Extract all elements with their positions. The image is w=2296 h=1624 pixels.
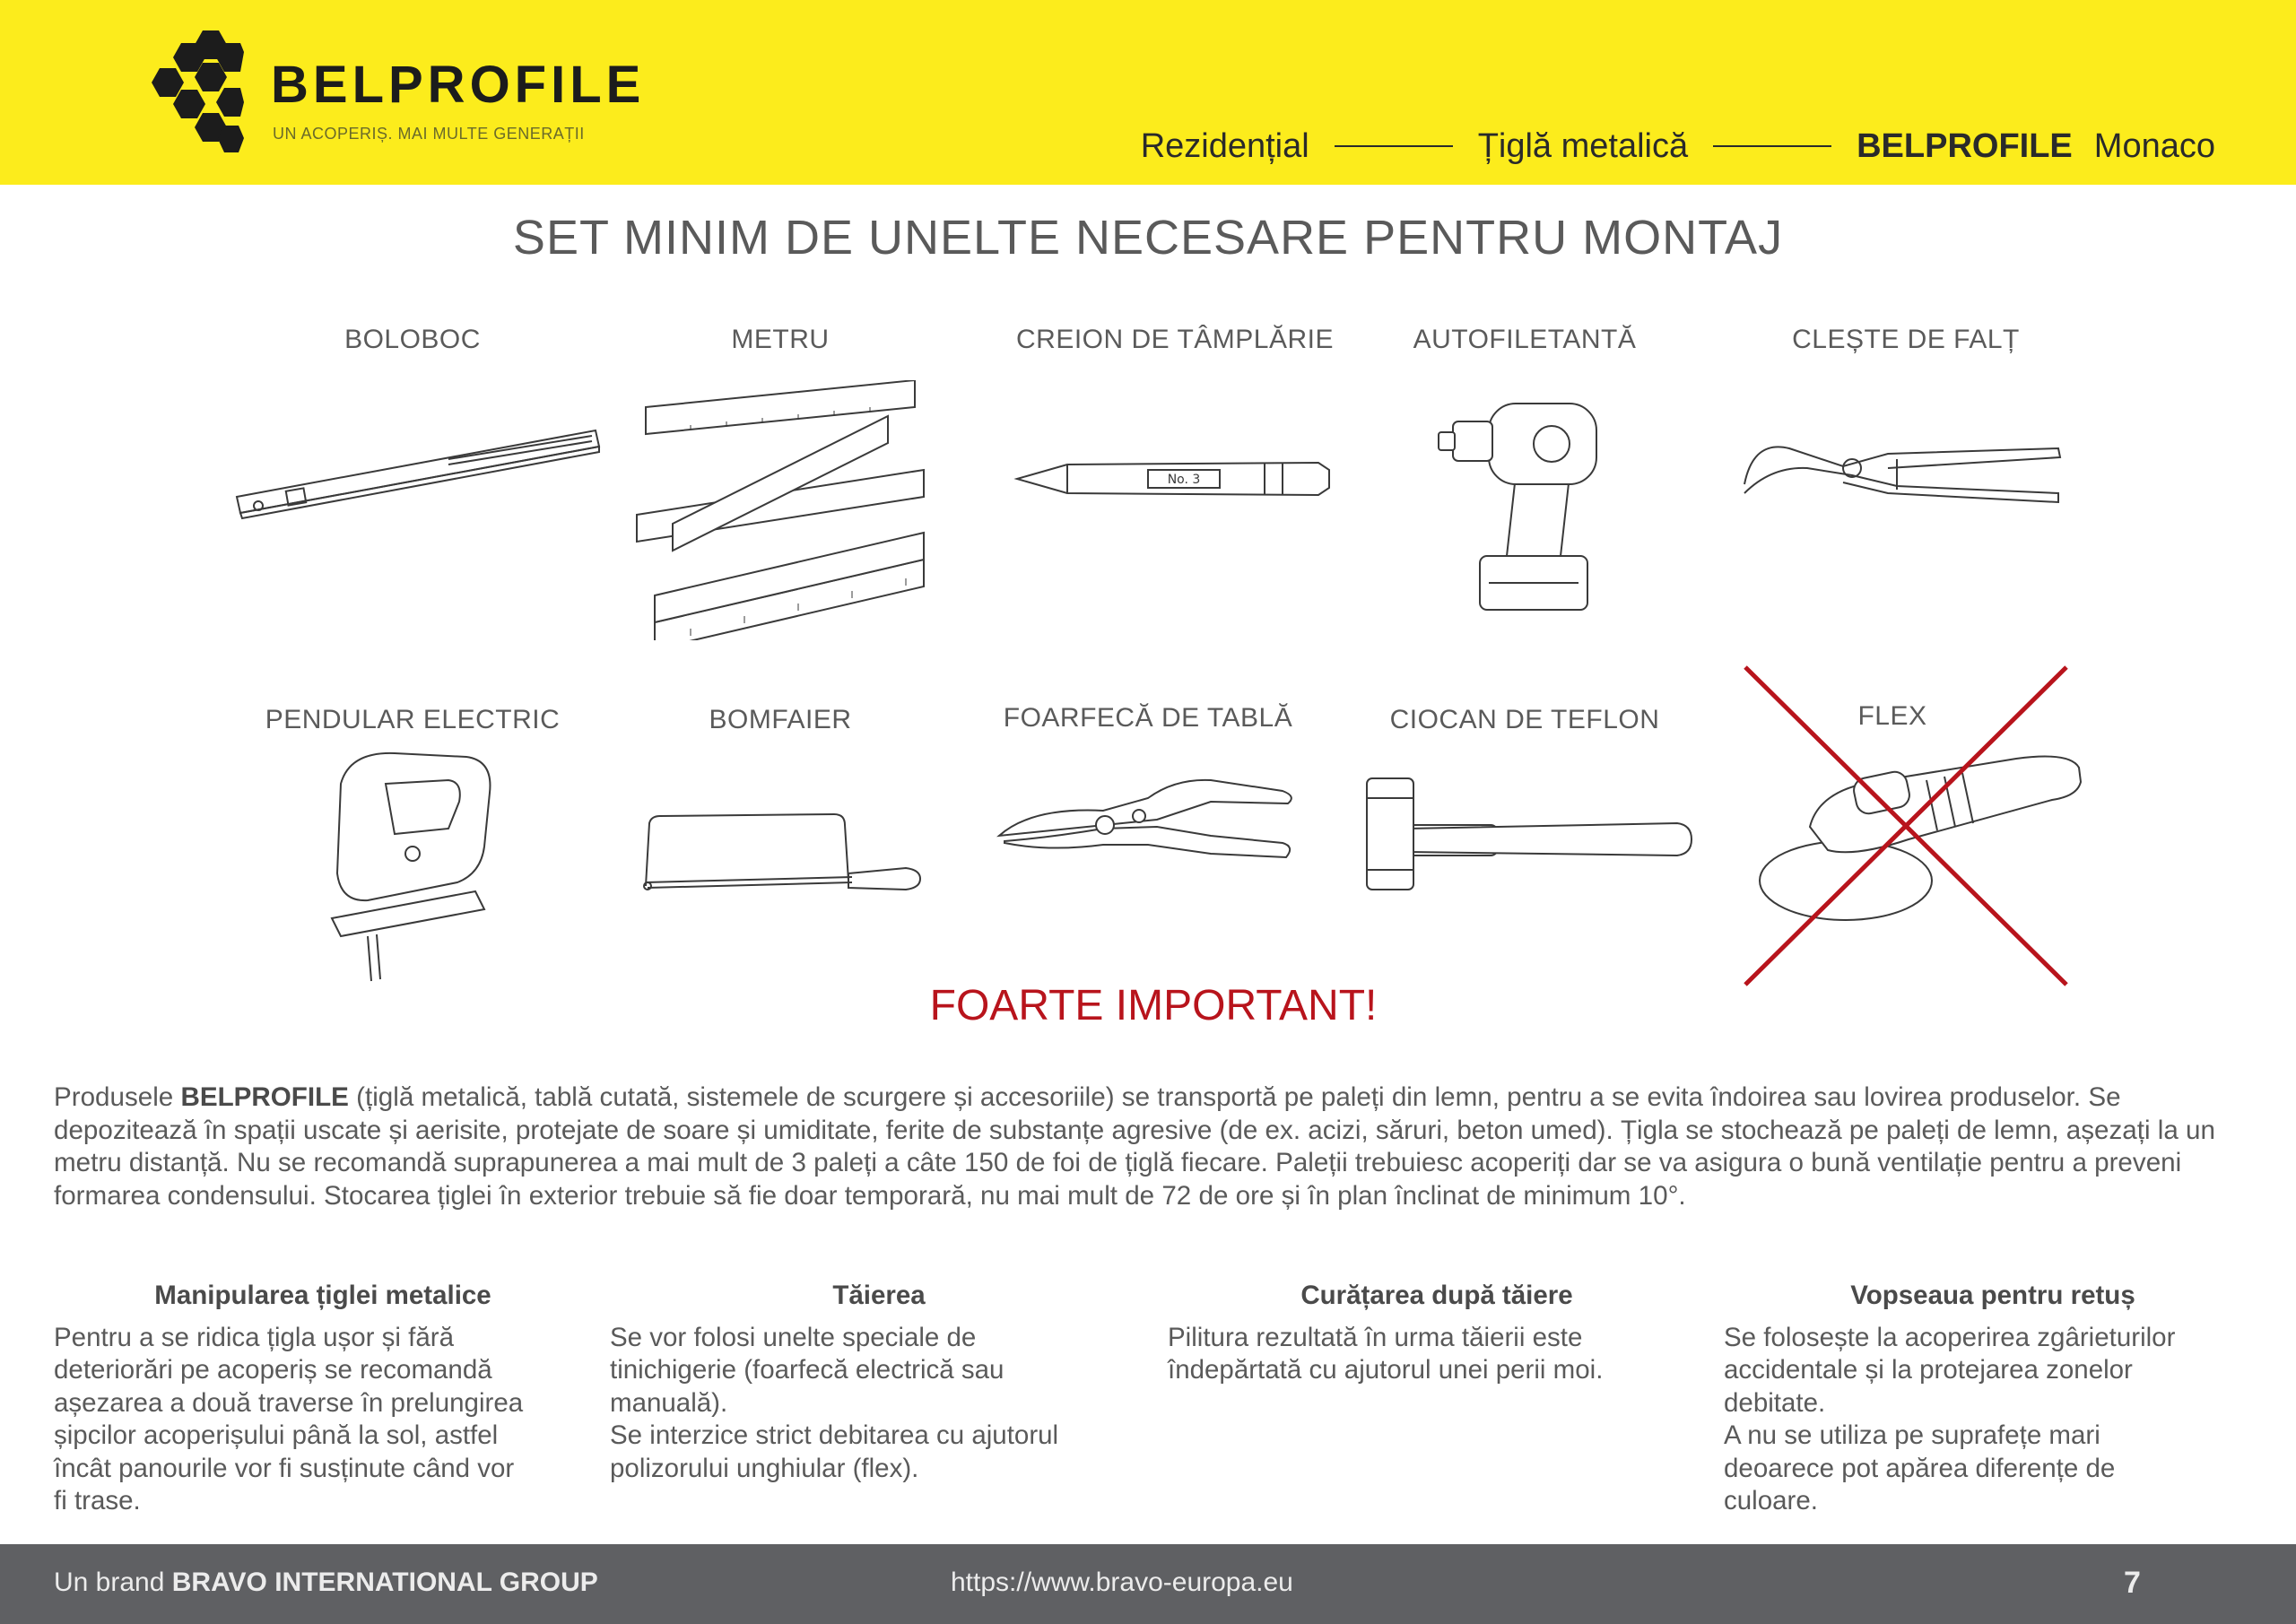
column-title: Vopseaua pentru retuș <box>1850 1281 2135 1310</box>
cordless-drill-icon <box>1435 377 1614 628</box>
tin-snips-icon <box>996 771 1300 870</box>
tool-label: CLEȘTE DE FALȚ <box>1792 325 2020 354</box>
spirit-level-icon <box>233 389 610 551</box>
tool-autofiletanta <box>1381 326 1668 628</box>
column-title: Curățarea după tăiere <box>1300 1281 1573 1310</box>
tool-foarfeca-tabla <box>987 705 1309 870</box>
column-touchup-paint <box>1724 1282 2262 1518</box>
breadcrumb-residential: Rezidențial <box>1140 127 1309 165</box>
breadcrumb <box>1141 129 2215 163</box>
tool-label: CIOCAN DE TEFLON <box>1389 705 1660 734</box>
column-text: Se vor folosi unelte speciale de tinichigerie (foarfecă electrică sau manuală). Se interzice strict debitarea cu ajutorul polizorului unghiular (flex). <box>610 1322 1059 1483</box>
tool-label: CREION DE TÂMPLĂRIE <box>1015 325 1335 354</box>
belprofile-logo-icon <box>151 27 244 156</box>
page-title: SET MINIM DE UNELTE NECESARE PENTRU MONTAJ <box>512 211 1784 265</box>
prohibited-cross-icon <box>1740 664 2072 988</box>
intro-brand: BELPROFILE <box>180 1082 349 1112</box>
important-heading: FOARTE IMPORTANT! <box>929 982 1378 1029</box>
folding-ruler-icon <box>619 380 942 640</box>
column-text: Pentru a se ridica țigla ușor și fără deteriorări pe acoperiș se recomandă așezarea a două traverse în prelungirea șipcilor acoperișului până la sol, astfel încât panourile vor fi susținute când vor fi trase. <box>54 1322 524 1515</box>
intro-prefix: Produsele <box>54 1082 181 1112</box>
footer-url-link[interactable]: https://www.bravo-europa.eu <box>951 1568 1293 1597</box>
footer-brand-name: BRAVO INTERNATIONAL GROUP <box>171 1568 598 1597</box>
hacksaw-icon <box>637 805 924 904</box>
tool-bomfaier <box>619 707 942 904</box>
page-header <box>0 0 2296 185</box>
breadcrumb-separator <box>1335 145 1453 147</box>
storage-paragraph <box>54 1081 2251 1212</box>
tool-label: FLEX <box>1857 701 1927 731</box>
carpenter-pencil-icon <box>1013 443 1336 515</box>
page-footer <box>0 1544 2296 1624</box>
tool-label: BOMFAIER <box>709 705 852 734</box>
breadcrumb-brand: BELPROFILE <box>1857 127 2073 165</box>
seaming-pliers-icon <box>1735 413 2076 520</box>
tool-metru <box>619 326 942 640</box>
tool-pendular <box>233 707 592 990</box>
tool-ciocan-teflon <box>1345 707 1704 897</box>
tool-creion <box>996 326 1354 515</box>
column-text: Pilitura rezultată în urma tăierii este îndepărtată cu ajutorul unei perii moi. <box>1168 1322 1604 1385</box>
brand-name: BELPROFILE <box>271 56 646 114</box>
column-title: Tăierea <box>832 1281 926 1310</box>
tool-label: FOARFECĂ DE TABLĂ <box>1003 703 1293 733</box>
column-handling <box>54 1282 592 1518</box>
tool-label: PENDULAR ELECTRIC <box>265 705 561 734</box>
jigsaw-icon <box>314 748 511 990</box>
svg-text:No. 3: No. 3 <box>1167 473 1201 487</box>
intro-text: (țiglă metalică, tablă cutată, sistemele de scurgere și accesoriile) se transportă pe paleți din lemn, pentru a se evita îndoirea sau lovirea produselor. Se depozitează în spații uscate și aerisite, protejate de soare și umiditate, ferite de substanțe agresive (de ex. acizi, săruri, beton umed). Țigla se stochează pe paleți de lemn, așezați la un metru distanță. Nu se recomandă suprapunerea a mai mult de 3 paleți a câte 150 de foi de țiglă fiecare. Paleții trebuiesc acoperiți dar se va asigura o bună ventilație pentru a preveni formarea condensului. Stocarea țiglei în exterior trebuie să fie doar temporară, nu mai mult de 72 de ore și în plan înclinat de minimum 10°. <box>54 1082 2215 1211</box>
footer-brand <box>54 1569 598 1596</box>
brand-tagline: UN ACOPERIȘ. MAI MULTE GENERAȚII <box>273 125 585 143</box>
tool-cleste-falt <box>1722 326 2090 520</box>
column-title: Manipularea țiglei metalice <box>154 1281 491 1310</box>
tool-label: METRU <box>731 325 830 354</box>
breadcrumb-metal-tile: Țiglă metalică <box>1477 127 1689 165</box>
column-cleaning <box>1168 1282 1706 1387</box>
tool-label: BOLOBOC <box>344 325 481 354</box>
column-text: Se folosește la acoperirea zgârieturilor accidentale și la protejarea zonelor debitate. A nu se utiliza pe suprafețe mari deoarece pot apărea diferențe de culoare. <box>1724 1322 2176 1515</box>
page-number: 7 <box>2124 1566 2141 1600</box>
tool-boloboc <box>233 326 592 551</box>
breadcrumb-model: Monaco <box>2093 127 2215 165</box>
breadcrumb-separator <box>1713 145 1831 147</box>
teflon-mallet-icon <box>1354 771 1695 897</box>
column-cutting <box>610 1282 1148 1485</box>
tool-label: AUTOFILETANTĂ <box>1413 325 1637 354</box>
footer-brand-prefix: Un brand <box>54 1568 172 1597</box>
